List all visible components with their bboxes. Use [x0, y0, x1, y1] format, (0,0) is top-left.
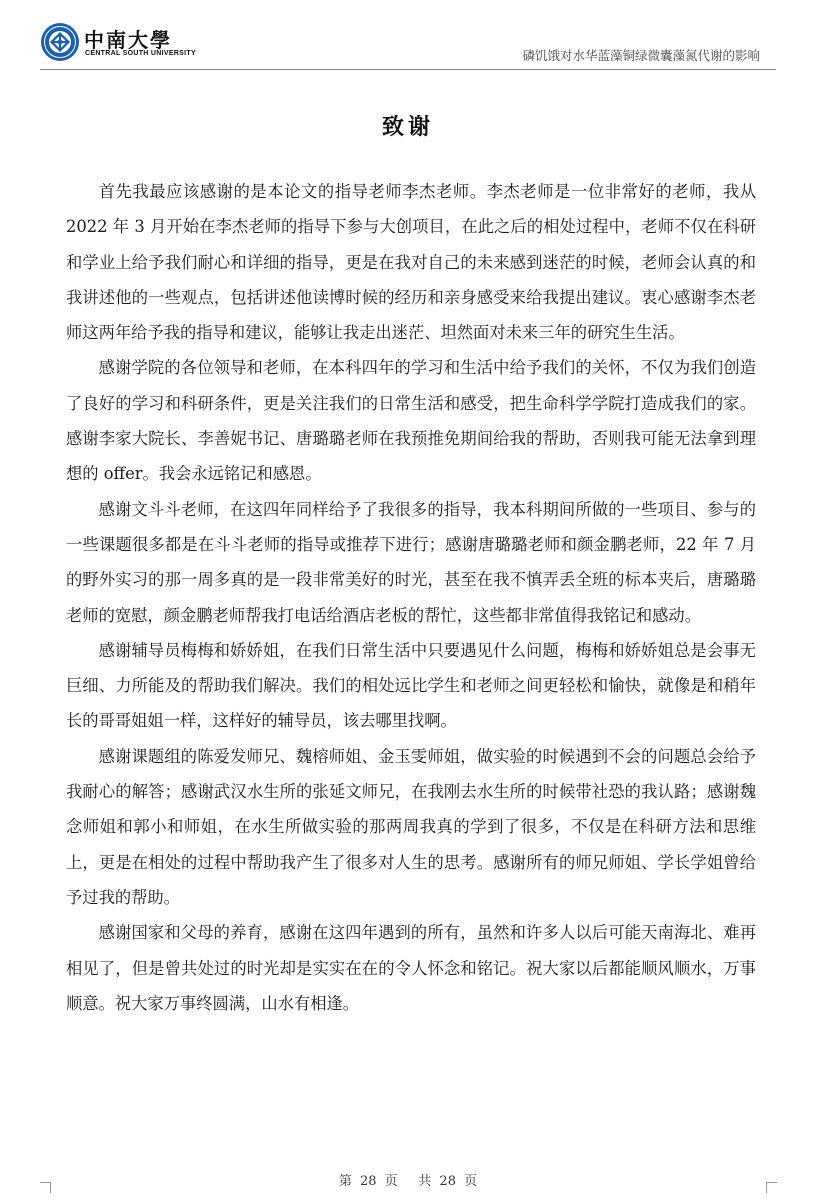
university-logo	[40, 22, 196, 66]
paragraph: 首先我最应该感谢的是本论文的指导老师李杰老师。李杰老师是一位非常好的老师，我从 2022 年 3 月开始在李杰老师的指导下参与大创项目，在此之后的相处过程中，老师不仅在科研和学业上给予我们耐心和详细的指导，更是在我对自己的未来感到迷茫的时候，老师会认真的和我讲述他的一些观点，包括讲述他读博时候的经历和亲身感受来给我提出建议。衷心感谢李杰老师这两年给予我的指导和建议，能够让我走出迷茫、坦然面对未来三年的研究生生活。	[66, 182, 756, 343]
total-label: 共	[418, 1174, 432, 1189]
crop-mark-right	[766, 1182, 777, 1193]
page-unit: 页	[384, 1174, 398, 1189]
university-name-en: CENTRAL SOUTH UNIVERSITY	[85, 50, 196, 57]
acknowledgement-body	[66, 174, 756, 1021]
page-header	[0, 0, 816, 72]
page-title: 致谢	[381, 115, 434, 140]
crop-mark-left	[40, 1182, 51, 1193]
paragraph: 感谢辅导员梅梅和娇娇姐，在我们日常生活中只要遇见什么问题，梅梅和娇娇姐总是会事无巨细、力所能及的帮助我们解决。我们的相处远比学生和老师之间更轻松和愉快，就像是和稍年长的哥哥姐姐一样，这样好的辅导员，该去哪里找啊。	[66, 640, 756, 731]
page-total: 28	[439, 1174, 456, 1189]
page-footer	[0, 1170, 816, 1189]
paragraph: 感谢国家和父母的养育，感谢在这四年遇到的所有，虽然和许多人以后可能天南海北、难再相见了，但是曾共处过的时光却是实实在在的令人怀念和铭记。祝大家以后都能顺风顺水，万事顺意。祝大家万事终圆满，山水有相逢。	[66, 923, 756, 1013]
page-number: 28	[360, 1174, 377, 1189]
thesis-running-title: 磷饥饿对水华蓝藻铜绿微囊藻氮代谢的影响	[522, 48, 760, 63]
paragraph: 感谢课题组的陈爱发师兄、魏榕师姐、金玉雯师姐，做实验的时候遇到不会的问题总会给予我耐心的解答；感谢武汉水生所的张延文师兄，在我刚去水生所的时候带社恐的我认路；感谢魏念师姐和郭小和师姐，在水生所做实验的那两周我真的学到了很多，不仅是在科研方法和思维上，更是在相处的过程中帮助我产生了很多对人生的思考。感谢所有的师兄师姐、学长学姐曾给予过我的帮助。	[66, 746, 756, 907]
university-emblem-icon	[40, 22, 80, 62]
paragraph: 感谢文斗斗老师，在这四年同样给予了我很多的指导，我本科期间所做的一些项目、参与的一些课题很多都是在斗斗老师的指导或推荐下进行；感谢唐璐璐老师和颜金鹏老师，22 年 7 月的野外实习的那一周多真的是一段非常美好的时光，甚至在我不慎弄丢全班的标本夹后，唐璐璐老师的宽慰，颜金鹏老师帮我打电话给酒店老板的帮忙，这些都非常值得我铭记和感动。	[66, 499, 756, 625]
total-unit: 页	[464, 1174, 478, 1189]
header-divider	[40, 69, 776, 70]
page-label: 第	[338, 1174, 352, 1189]
paragraph: 感谢学院的各位领导和老师，在本科四年的学习和生活中给予我们的关怀，不仅为我们创造了良好的学习和科研条件，更是关注我们的日常生活和感受，把生命科学学院打造成我们的家。感谢李家大院长、李善妮书记、唐璐璐老师在我预推免期间给我的帮助，否则我可能无法拿到理想的 offer。我会永远铭记和感恩。	[66, 358, 756, 484]
university-name-cn: 中南大學	[84, 28, 172, 52]
